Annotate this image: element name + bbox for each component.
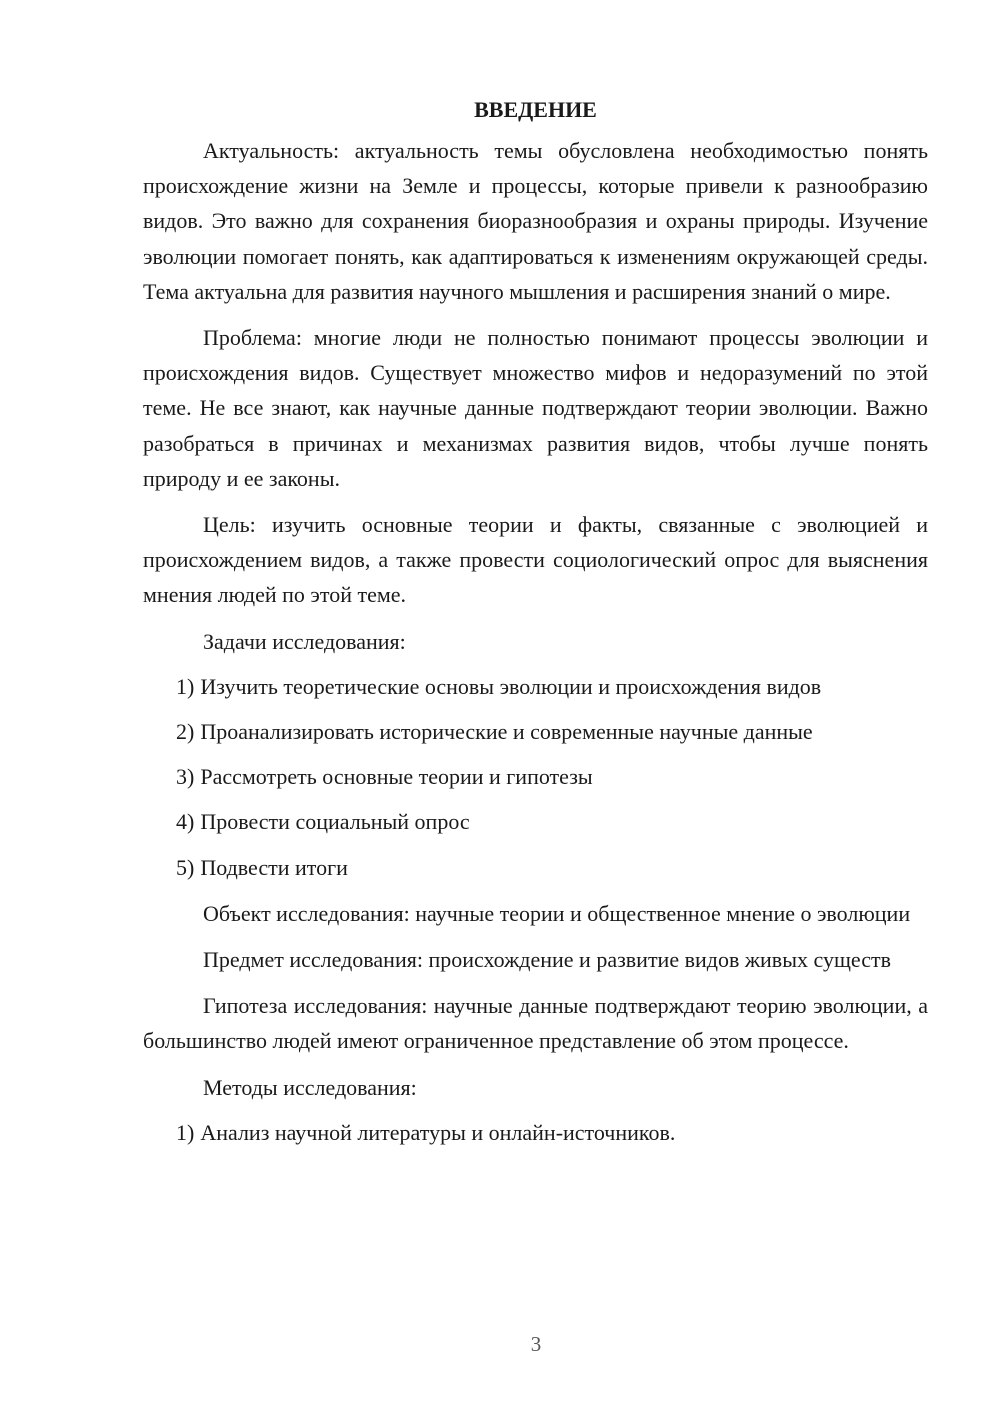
list-item-number: 1)	[176, 1119, 195, 1145]
list-item	[143, 669, 928, 704]
list-item	[143, 804, 928, 839]
tasks-heading: Задачи исследования:	[203, 628, 406, 654]
list-item-number: 2)	[176, 719, 195, 745]
page-content	[143, 92, 928, 1150]
list-item	[143, 850, 928, 885]
list-item-text: Рассмотреть основные теории и гипотезы	[200, 764, 593, 790]
subject-paragraph: Предмет исследования: происхождение и развитие видов живых существ	[203, 947, 891, 973]
list-item-text: Изучить теоретические основы эволюции и происхождения видов	[200, 673, 822, 699]
list-item	[143, 714, 928, 749]
list-item-text: Проанализировать исторические и современные научные данные	[200, 719, 813, 745]
list-item-text: Анализ научной литературы и онлайн-источников.	[200, 1119, 676, 1145]
list-item-text: Подвести итоги	[200, 854, 348, 880]
goal-paragraph: Цель: изучить основные теории и факты, связанные с эволюцией и происхождением видов, а также провести социологический опрос для выяснения мнения людей по этой теме.	[143, 512, 928, 608]
hypothesis-paragraph: Гипотеза исследования: научные данные подтверждают теорию эволюции, а большинство людей имеют ограниченное представление об этом процессе.	[143, 993, 928, 1054]
list-item-number: 4)	[176, 809, 195, 835]
page-number: 3	[530, 1332, 542, 1356]
methods-heading: Методы исследования:	[203, 1074, 417, 1100]
list-item	[143, 759, 928, 794]
list-item-number: 3)	[176, 764, 195, 790]
list-item	[143, 1115, 928, 1150]
relevance-paragraph: Актуальность: актуальность темы обусловлена необходимостью понять происхождение жизни на Земле и процессы, которые привели к разнообразию видов. Это важно для сохранения биоразнообразия и охраны природы. Изучение эволюции помогает понять, как адаптироваться к изменениям окружающей среды. Тема актуальна для развития научного мышления и расширения знаний о мире.	[143, 138, 928, 304]
problem-paragraph: Проблема: многие люди не полностью понимают процессы эволюции и происхождения видов. Существует множество мифов и недоразумений по этой теме. Не все знают, как научные данные подтверждают теории эволюции. Важно разобраться в причинах и механизмах развития видов, чтобы лучше понять природу и ее законы.	[143, 325, 928, 491]
object-paragraph: Объект исследования: научные теории и общественное мнение о эволюции	[203, 900, 911, 926]
list-item-text: Провести социальный опрос	[200, 809, 470, 835]
list-item-number: 5)	[176, 854, 195, 880]
section-heading: ВВЕДЕНИЕ	[474, 97, 597, 122]
list-item-number: 1)	[176, 673, 195, 699]
